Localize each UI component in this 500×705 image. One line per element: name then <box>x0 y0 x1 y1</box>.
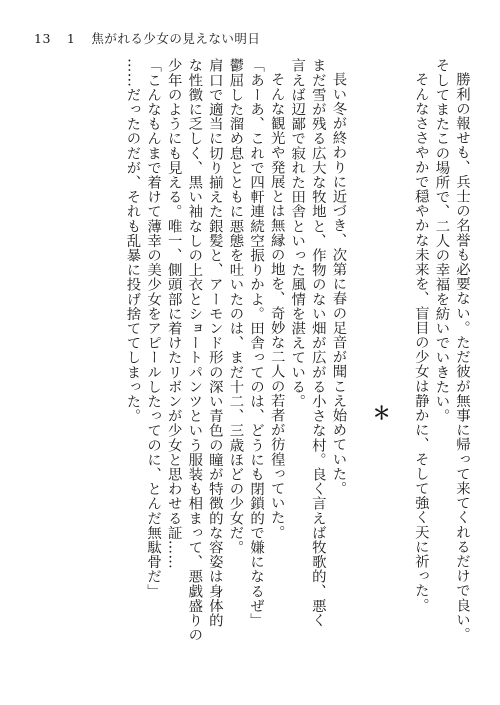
vertical-body-text <box>24 58 472 688</box>
text-line: そしてまたこの場所で、二人の幸福を紡いでいきたい。 <box>433 58 450 423</box>
text-line: 少年のようにも見える。唯一、側頭部に着けたリボンが少女と思わせる証…… <box>165 58 182 569</box>
page-number: 13 <box>34 30 51 46</box>
text-line: 「あーあ、これで四軒連続空振りかよ。田舎ってのは、どうにも閉鎖的で嫌になるぜ」 <box>248 58 265 628</box>
text-line: 肩口で適当に切り揃えた銀髪と、アーモンド形の深い青色の瞳が特徴的な容姿は身体的 <box>206 58 223 628</box>
section-break-mark: ＊ <box>369 404 391 423</box>
text-line: 「こんなもんまで着けて薄幸の美少女をアピールしたってのに、とんだ無駄骨だ」 <box>145 58 162 599</box>
chapter-number: 1 <box>66 30 76 46</box>
text-line: 勝利の報せも、兵士の名誉も必要ない。ただ彼が無事に帰って来てくれるだけで良い。 <box>454 72 470 642</box>
text-line: 長い冬が終わりに近づき、次第に春の足音が聞こえ始めていた。 <box>330 72 347 496</box>
blank-line <box>348 58 369 688</box>
chapter-title: 焦がれる少女の見えない明日 <box>91 31 261 46</box>
text-line: まだ雪が残る広大な牧地と、作物のない畑が広がる小さな村。良く言えば牧歌的、悪く <box>309 58 326 628</box>
text-line: 言えば辺鄙で寂れた田舎といった風情を湛えている。 <box>289 58 306 409</box>
text-line: ……だったのだが、それも乱暴に投げ捨ててしまった。 <box>124 58 141 423</box>
text-line: 鬱屈した溜め息とともに悪態を吐いたのは、まだ十二、三歳ほどの少女だ。 <box>227 58 244 555</box>
blank-line <box>390 58 411 688</box>
text-line: そんな観光や発展とは無縁の地を、奇妙な二人の若者が彷徨っていた。 <box>268 72 285 540</box>
text-line: そんなささやかで穏やかな未来を、盲目の少女は静かに、そして強く天に祈った。 <box>412 72 429 613</box>
running-header <box>34 28 260 48</box>
text-line: な性徴に乏しく、黒い袖なしの上衣とショートパンツという服装も相まって、悪戯盛りの <box>186 58 203 642</box>
